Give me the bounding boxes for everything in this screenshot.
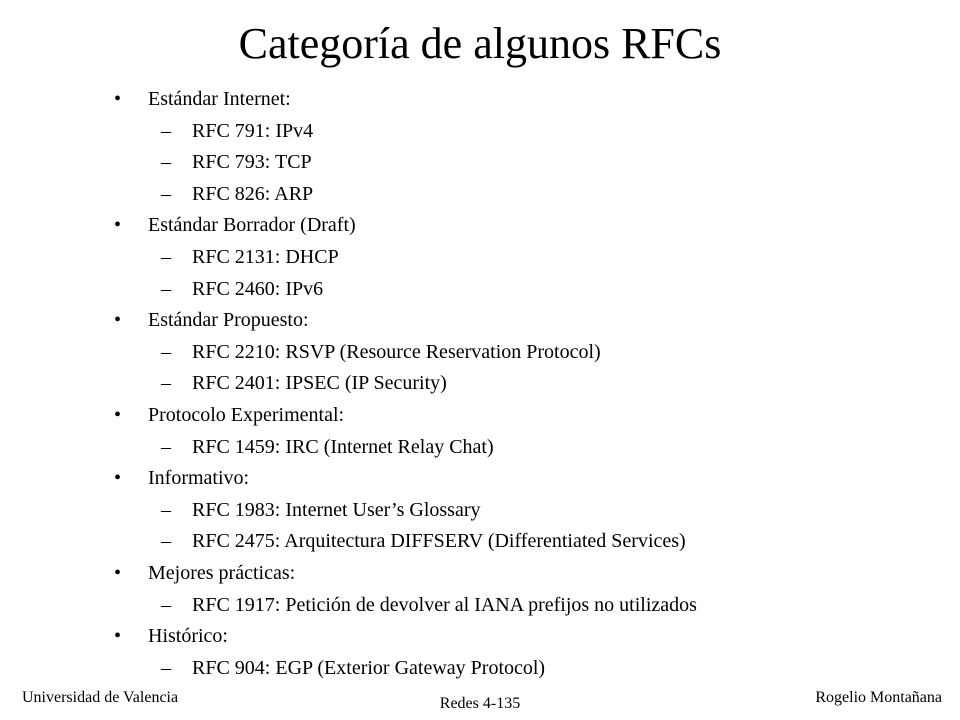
category-heading-text: Protocolo Experimental:	[148, 403, 345, 426]
dash-marker: –	[161, 340, 171, 363]
rfc-item-text: RFC 904: EGP (Exterior Gateway Protocol)	[192, 656, 546, 679]
category-heading	[0, 621, 960, 653]
category-heading-text: Histórico:	[148, 625, 228, 648]
category-heading-text: Mejores prácticas:	[148, 561, 296, 584]
dash-marker: –	[161, 277, 171, 300]
category-heading	[0, 558, 960, 590]
bullet-marker: •	[114, 403, 122, 426]
slide-title: Categoría de algunos RFCs	[238, 19, 722, 68]
dash-marker: –	[161, 119, 171, 142]
rfc-item	[0, 495, 960, 527]
rfc-item	[0, 116, 960, 148]
rfc-item	[0, 242, 960, 274]
rfc-item	[0, 147, 960, 179]
category-heading	[0, 210, 960, 242]
rfc-item-text: RFC 793: TCP	[192, 151, 312, 174]
category-heading-text: Estándar Internet:	[148, 88, 291, 110]
bullet-marker: •	[114, 309, 122, 332]
dash-marker: –	[161, 656, 171, 679]
rfc-item	[0, 526, 960, 558]
dash-marker: –	[161, 245, 171, 268]
dash-marker: –	[161, 372, 171, 395]
rfc-item-text: RFC 1983: Internet User’s Glossary	[192, 498, 481, 521]
rfc-item	[0, 653, 960, 685]
rfc-item	[0, 590, 960, 622]
category-heading	[0, 84, 960, 116]
dash-marker: –	[161, 498, 171, 521]
footer-author: Rogelio Montañana	[815, 689, 942, 706]
rfc-item-text: RFC 2475: Arquitectura DIFFSERV (Differentiated Services)	[192, 530, 686, 553]
rfc-item-text: RFC 2210: RSVP (Resource Reservation Protocol)	[192, 340, 601, 363]
rfc-item-text: RFC 2131: DHCP	[192, 245, 339, 268]
rfc-item	[0, 432, 960, 464]
rfc-item	[0, 274, 960, 306]
bullet-marker: •	[114, 214, 122, 237]
category-heading-text: Estándar Borrador (Draft)	[148, 214, 356, 237]
rfc-item-text: RFC 1917: Petición de devolver al IANA prefijos no utilizados	[192, 593, 697, 616]
rfc-item	[0, 368, 960, 400]
rfc-item-text: RFC 1459: IRC (Internet Relay Chat)	[192, 435, 494, 458]
rfc-item-text: RFC 791: IPv4	[192, 119, 314, 142]
dash-marker: –	[161, 182, 171, 205]
footer-page-number: Redes 4-135	[439, 695, 521, 712]
rfc-item-text: RFC 2401: IPSEC (IP Security)	[192, 372, 447, 395]
category-heading	[0, 400, 960, 432]
rfc-item-text: RFC 2460: IPv6	[192, 277, 324, 300]
footer-institution: Universidad de Valencia	[22, 689, 179, 706]
rfc-item	[0, 179, 960, 211]
category-heading	[0, 463, 960, 495]
dash-marker: –	[161, 151, 171, 174]
bullet-marker: •	[114, 88, 122, 110]
rfc-category-list	[0, 84, 960, 684]
category-heading	[0, 305, 960, 337]
rfc-item-text: RFC 826: ARP	[192, 182, 314, 205]
bullet-marker: •	[114, 467, 122, 490]
bullet-marker: •	[114, 561, 122, 584]
dash-marker: –	[161, 435, 171, 458]
rfc-item	[0, 337, 960, 369]
category-heading-text: Estándar Propuesto:	[148, 309, 309, 332]
dash-marker: –	[161, 593, 171, 616]
bullet-marker: •	[114, 625, 122, 648]
category-heading-text: Informativo:	[148, 467, 250, 490]
dash-marker: –	[161, 530, 171, 553]
